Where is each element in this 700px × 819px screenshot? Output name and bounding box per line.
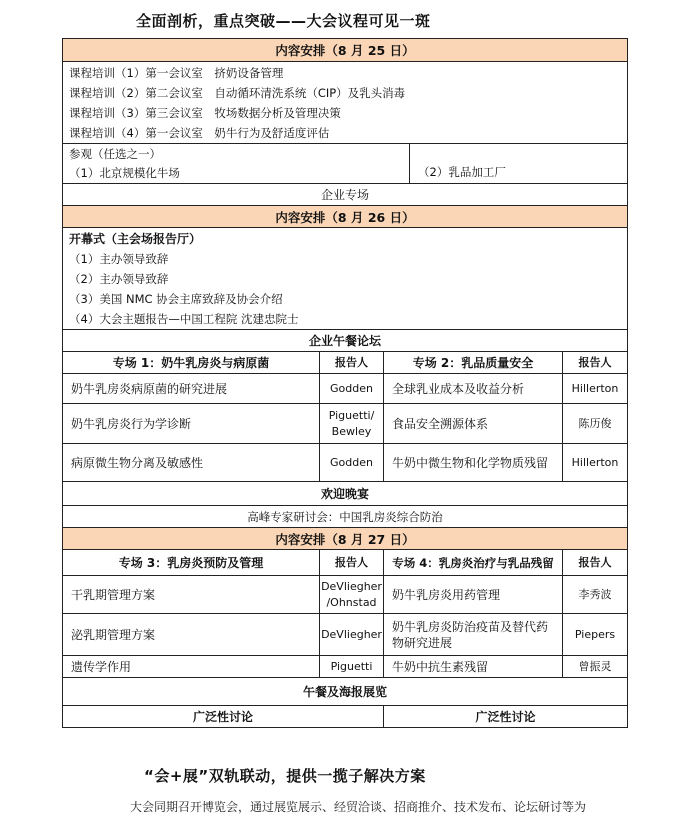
reporter: 李秀波: [562, 576, 627, 613]
lunch-poster-session: 午餐及海报展览: [63, 677, 627, 705]
visit-title: 参观（任选之一）: [69, 146, 161, 161]
day1-header: 内容安排（8 月 25 日）: [63, 39, 627, 61]
session4-title: 专场 4：乳房炎治疗与乳品残留: [383, 550, 562, 575]
reporter-header: 报告人: [562, 550, 627, 575]
reporter: Piguetti: [319, 656, 383, 677]
table-row: [63, 373, 627, 403]
topic: 食品安全溯源体系: [383, 404, 562, 443]
agenda-heading: 全面剖析，重点突破——大会议程可见一斑: [136, 12, 431, 30]
day2-header: 内容安排（8 月 26 日）: [63, 205, 627, 227]
reporter-header: 报告人: [319, 352, 383, 373]
reporter: 曾振灵: [562, 656, 627, 677]
welcome-dinner: 欢迎晚宴: [63, 481, 627, 505]
opening-title: 开幕式（主会场报告厅）: [69, 231, 202, 246]
section-heading: “会+展”双轨联动，提供一揽子解决方案: [144, 767, 426, 785]
table-row: [63, 613, 627, 655]
expert-forum: 高峰专家研讨会：中国乳房炎综合防治: [63, 505, 627, 527]
general-discussion: 广泛性讨论: [383, 706, 627, 727]
topic: 奶牛乳房炎用药管理: [383, 576, 562, 613]
topic: 奶牛乳房炎病原菌的研究进展: [71, 381, 228, 396]
session-header-row: [63, 351, 627, 373]
opening-ceremony: [63, 227, 627, 329]
session3-title: 专场 3：乳房炎预防及管理: [118, 555, 264, 570]
table-row: [63, 575, 627, 613]
session1-title: 专场 1：奶牛乳房炎与病原菌: [112, 355, 270, 370]
reporter: Godden: [319, 444, 383, 481]
day1-trainings: [63, 61, 627, 143]
opening-item: （1）主办领导致辞: [69, 251, 169, 266]
agenda-table: [62, 38, 628, 728]
topic: 牛奶中抗生素残留: [383, 656, 562, 677]
corporate-session: 企业专场: [63, 183, 627, 205]
topic: 遗传学作用: [71, 659, 132, 674]
table-row: [63, 403, 627, 443]
opening-item: （3）美国 NMC 协会主席致辞及协会介绍: [69, 291, 283, 306]
topic: 奶牛乳房炎行为学诊断: [71, 416, 192, 431]
training-item: 课程培训（1）第一会议室 挤奶设备管理: [69, 65, 284, 80]
visit-row: [63, 143, 627, 183]
session-header-row: [63, 549, 627, 575]
opening-item: （4）大会主题报告—中国工程院 沈建忠院士: [69, 311, 299, 326]
reporter: Piguetti/ Bewley: [319, 404, 383, 443]
reporter: Hillerton: [562, 374, 627, 403]
table-row: [63, 655, 627, 677]
visit-cell: [63, 144, 409, 183]
topic: 泌乳期管理方案: [71, 627, 156, 642]
reporter: Hillerton: [562, 444, 627, 481]
reporter: DeVliegher /Ohnstad: [319, 576, 383, 613]
reporter: Godden: [319, 374, 383, 403]
topic: 干乳期管理方案: [71, 587, 156, 602]
discussion-row: [63, 705, 627, 727]
reporter: Piepers: [562, 614, 627, 655]
topic: 牛奶中微生物和化学物质残留: [383, 444, 562, 481]
lunch-forum: 企业午餐论坛: [63, 329, 627, 351]
training-item: 课程培训（4）第一会议室 奶牛行为及舒适度评估: [69, 125, 330, 140]
topic: 病原微生物分离及敏感性: [71, 455, 204, 470]
opening-item: （2）主办领导致辞: [69, 271, 169, 286]
topic: 全球乳业成本及收益分析: [383, 374, 562, 403]
day3-header: 内容安排（8 月 27 日）: [63, 527, 627, 549]
training-item: 课程培训（2）第二会议室 自动循环清洗系统（CIP）及乳头消毒: [69, 85, 406, 100]
table-row: [63, 443, 627, 481]
topic: 奶牛乳房炎防治疫苗及替代药物研究进展: [383, 614, 562, 655]
visit-option-farm: （1）北京规模化牛场: [69, 165, 180, 180]
session2-title: 专场 2：乳品质量安全: [383, 352, 562, 373]
reporter-header: 报告人: [562, 352, 627, 373]
reporter-header: 报告人: [319, 550, 383, 575]
reporter: DeVliegher: [319, 614, 383, 655]
body-paragraph: 大会同期召开博览会，通过展览展示、经贸洽谈、招商推介、技术发布、论坛研讨等为: [130, 800, 587, 814]
general-discussion: 广泛性讨论: [192, 709, 253, 724]
training-item: 课程培训（3）第三会议室 牧场数据分析及管理决策: [69, 105, 341, 120]
reporter: 陈历俊: [562, 404, 627, 443]
visit-option-plant: （2）乳品加工厂: [409, 144, 627, 183]
